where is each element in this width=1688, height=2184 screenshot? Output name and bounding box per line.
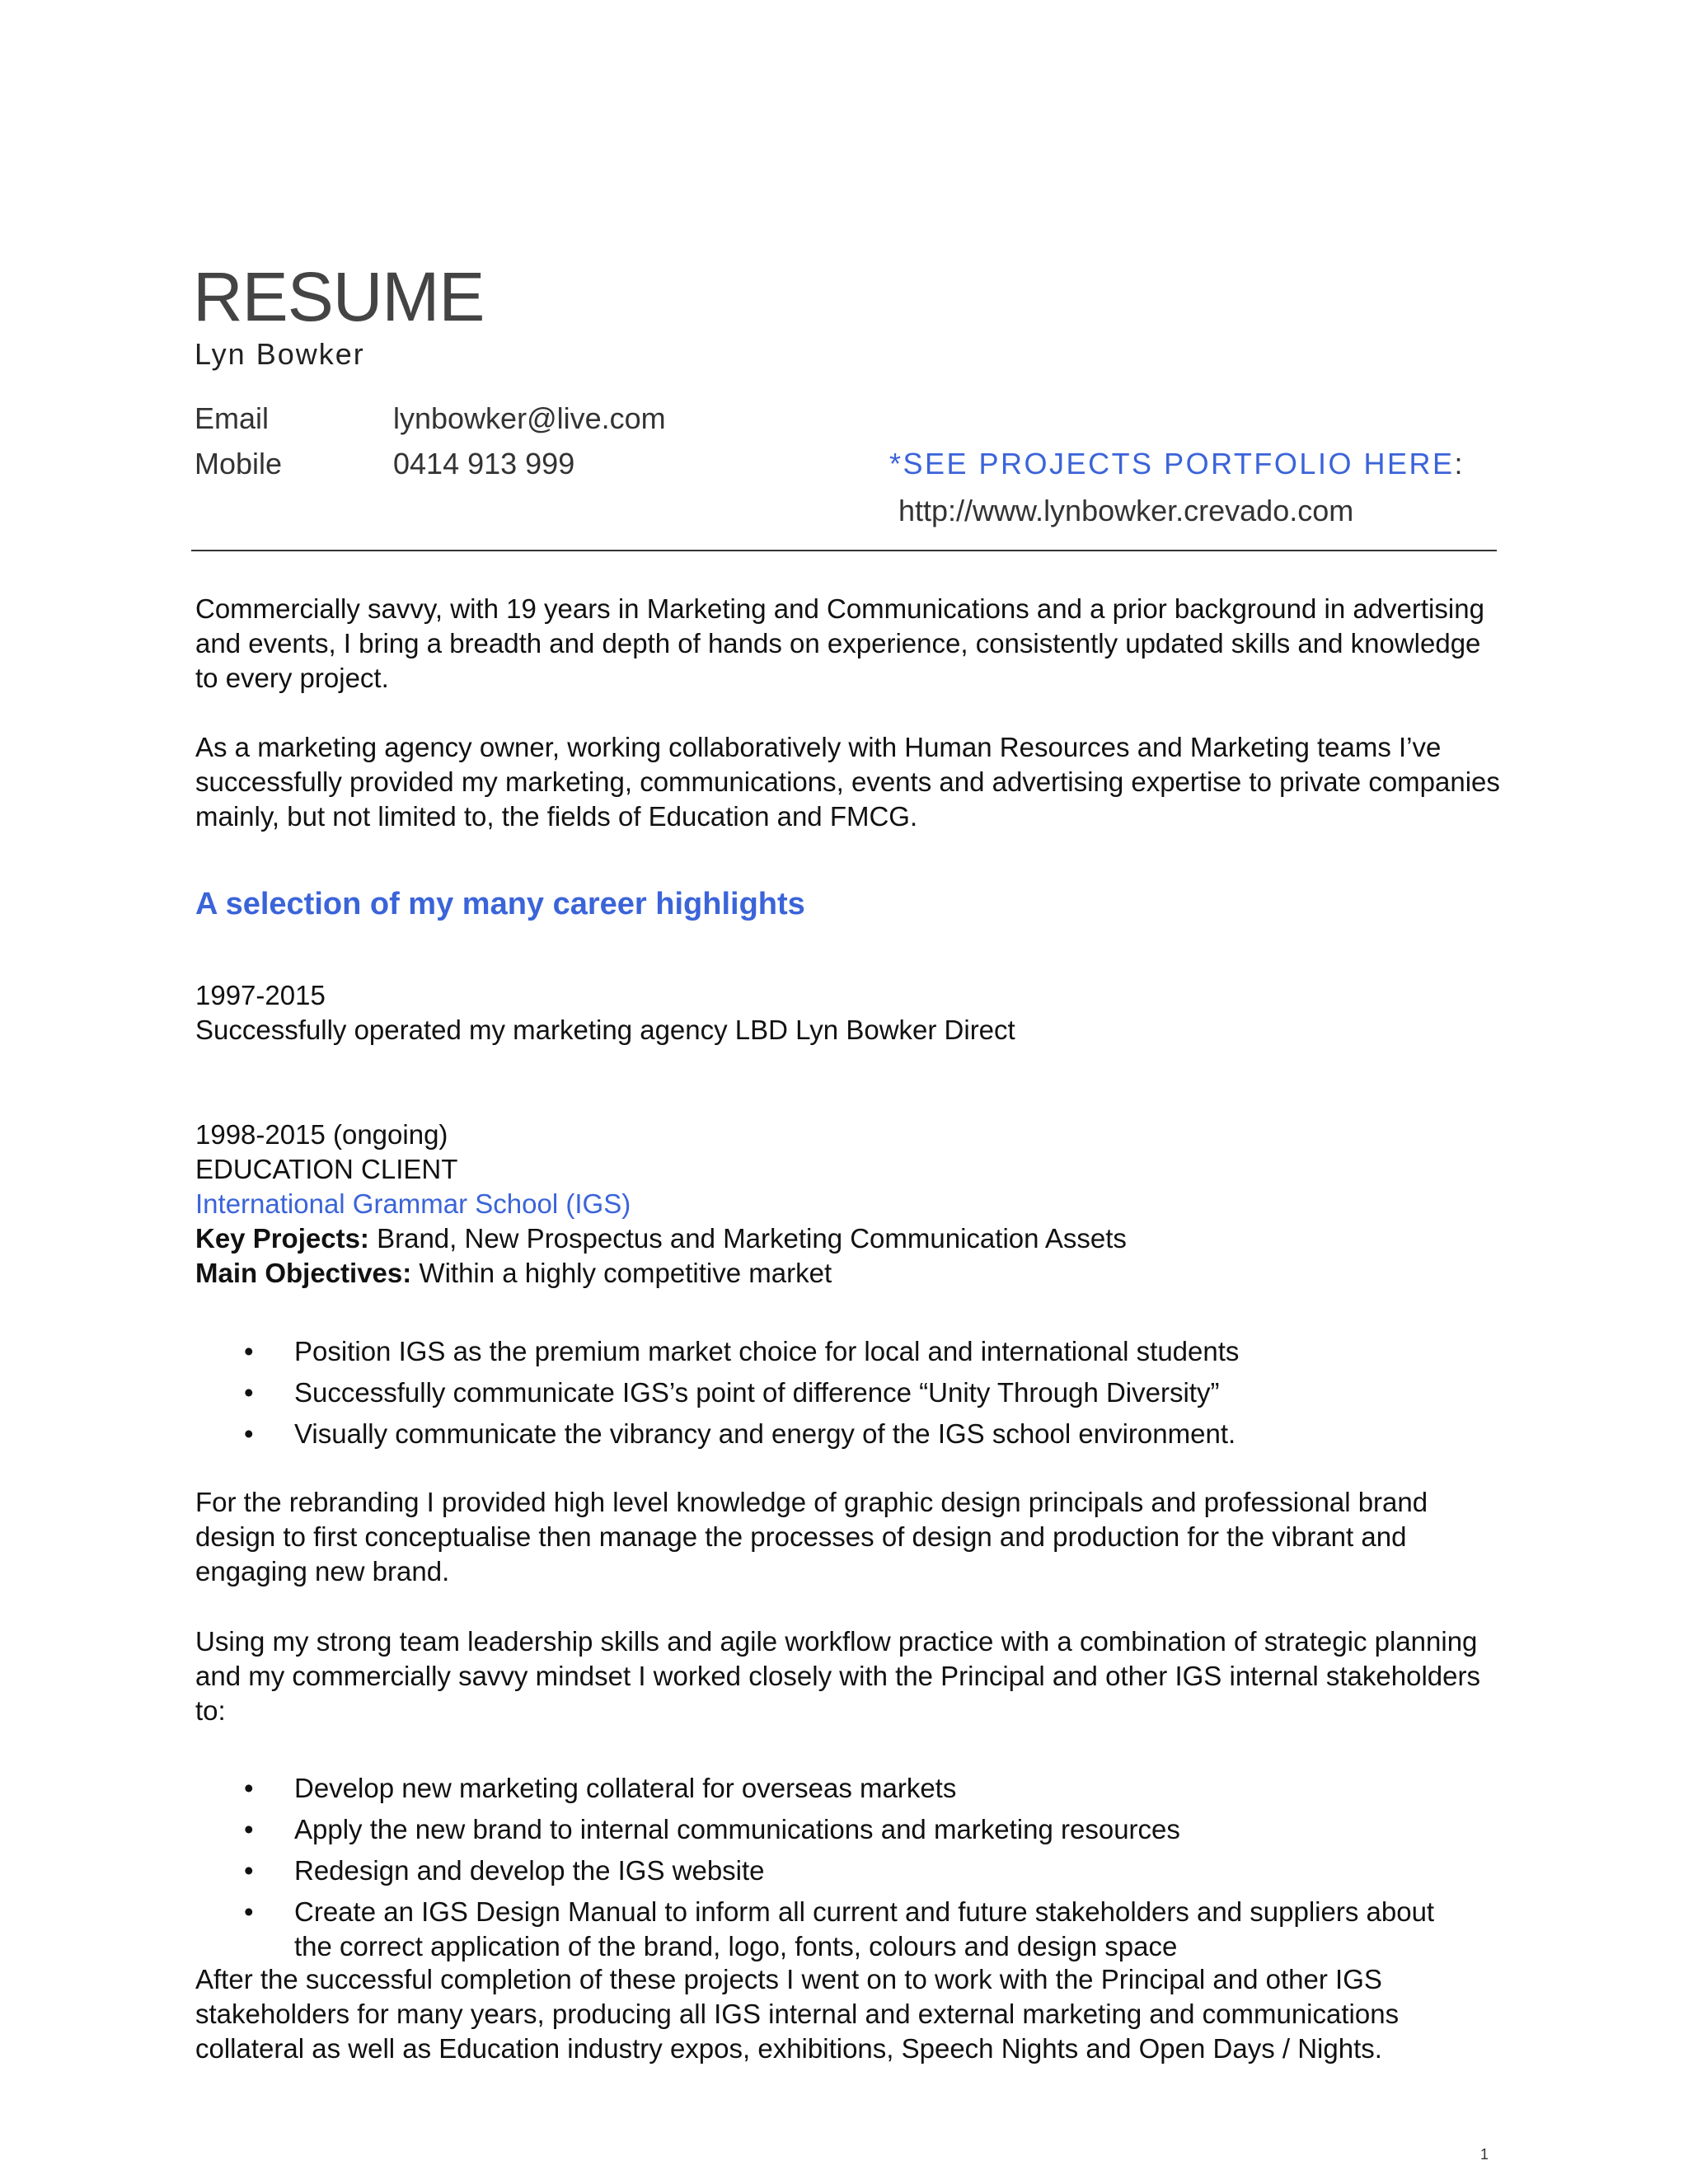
main-objectives-value: Within a highly competitive market — [411, 1258, 832, 1288]
list-item: • Position IGS as the premium market choice for local and international students — [195, 1331, 1514, 1372]
highlights-heading: A selection of my many career highlights — [195, 887, 805, 921]
list-item: • Successfully communicate IGS’s point of difference “Unity Through Diversity” — [195, 1372, 1514, 1413]
rebrand-paragraph: For the rebranding I provided high level knowledge of graphic design principals and professional brand design to first conceptualise then manage the processes of design and production for the vibrant and engaging new brand. — [195, 1487, 1428, 1586]
email-value: lynbowker@live.com — [393, 401, 666, 435]
list-item: • Visually communicate the vibrancy and energy of the IGS school environment. — [195, 1413, 1514, 1455]
mobile-label: Mobile — [195, 447, 283, 480]
header-divider — [191, 550, 1497, 551]
bullet-icon: • — [244, 1896, 254, 1927]
closing-paragraph: After the successful completion of these projects I went on to work with the Principal and other IGS stakeholders for many years, producing all IGS internal and external marketing and communications collateral as well as Education industry expos, exhibitions, Speech Nights and Open Days / Nights. — [195, 1964, 1400, 2064]
education-years: 1998-2015 (ongoing) — [195, 1119, 448, 1150]
team-paragraph: Using my strong team leadership skills and agile workflow practice with a combination of strategic planning and my commercially savvy mindset I worked closely with the Principal and other IGS internal stakeholders to: — [195, 1626, 1480, 1726]
bullet-icon: • — [244, 1855, 254, 1886]
list-item: • Apply the new brand to internal communications and marketing resources — [195, 1809, 1514, 1850]
key-projects-value: Brand, New Prospectus and Marketing Communication Assets — [368, 1223, 1127, 1254]
portfolio-link-text[interactable]: *SEE PROJECTS PORTFOLIO HERE — [889, 447, 1455, 480]
portfolio-colon: : — [1454, 447, 1465, 480]
summary-paragraph-2: As a marketing agency owner, working collaboratively with Human Resources and Marketing teams I’ve successfully provided my marketing, communications, events and advertising expertise to private companies mainly, but not limited to, the fields of Education and FMCG. — [195, 732, 1500, 832]
bullet-icon: • — [244, 1336, 254, 1366]
agency-years: 1997-2015 — [195, 980, 326, 1010]
bullet-icon: • — [244, 1814, 254, 1844]
list-item: • Create an IGS Design Manual to inform all current and future stakeholders and suppliers about the correct application of the brand, logo, fonts, colours and design space — [244, 1896, 1435, 1961]
list-item: • Develop new marketing collateral for overseas markets — [195, 1768, 1514, 1809]
client-name-link[interactable]: International Grammar School (IGS) — [195, 1188, 631, 1219]
page-number: 1 — [1480, 2146, 1489, 2163]
portfolio-url[interactable]: http://www.lynbowker.crevado.com — [898, 494, 1354, 527]
key-projects — [195, 1221, 1127, 1256]
bullet-icon: • — [244, 1773, 254, 1803]
email-label: Email — [195, 401, 270, 435]
client-type: EDUCATION CLIENT — [195, 1154, 458, 1184]
list-item: • Redesign and develop the IGS website — [195, 1850, 1514, 1891]
key-projects-label: Key Projects: — [195, 1223, 369, 1254]
agency-description: Successfully operated my marketing agency LBD Lyn Bowker Direct — [195, 1015, 1015, 1045]
main-objectives — [195, 1256, 832, 1291]
portfolio-link[interactable] — [889, 449, 1465, 479]
bullet-icon: • — [244, 1418, 254, 1449]
candidate-name: Lyn Bowker — [195, 337, 365, 371]
resume-title: RESUME — [193, 258, 485, 335]
bullet-icon: • — [244, 1377, 254, 1408]
objectives-list — [195, 1331, 1514, 1455]
summary-paragraph-1: Commercially savvy, with 19 years in Marketing and Communications and a prior background in advertising and events, I bring a breadth and depth of hands on experience, consistently updated skills and knowledge to every project. — [195, 593, 1484, 693]
main-objectives-label: Main Objectives: — [195, 1258, 412, 1288]
tasks-list — [195, 1768, 1514, 1964]
mobile-value: 0414 913 999 — [393, 447, 575, 480]
